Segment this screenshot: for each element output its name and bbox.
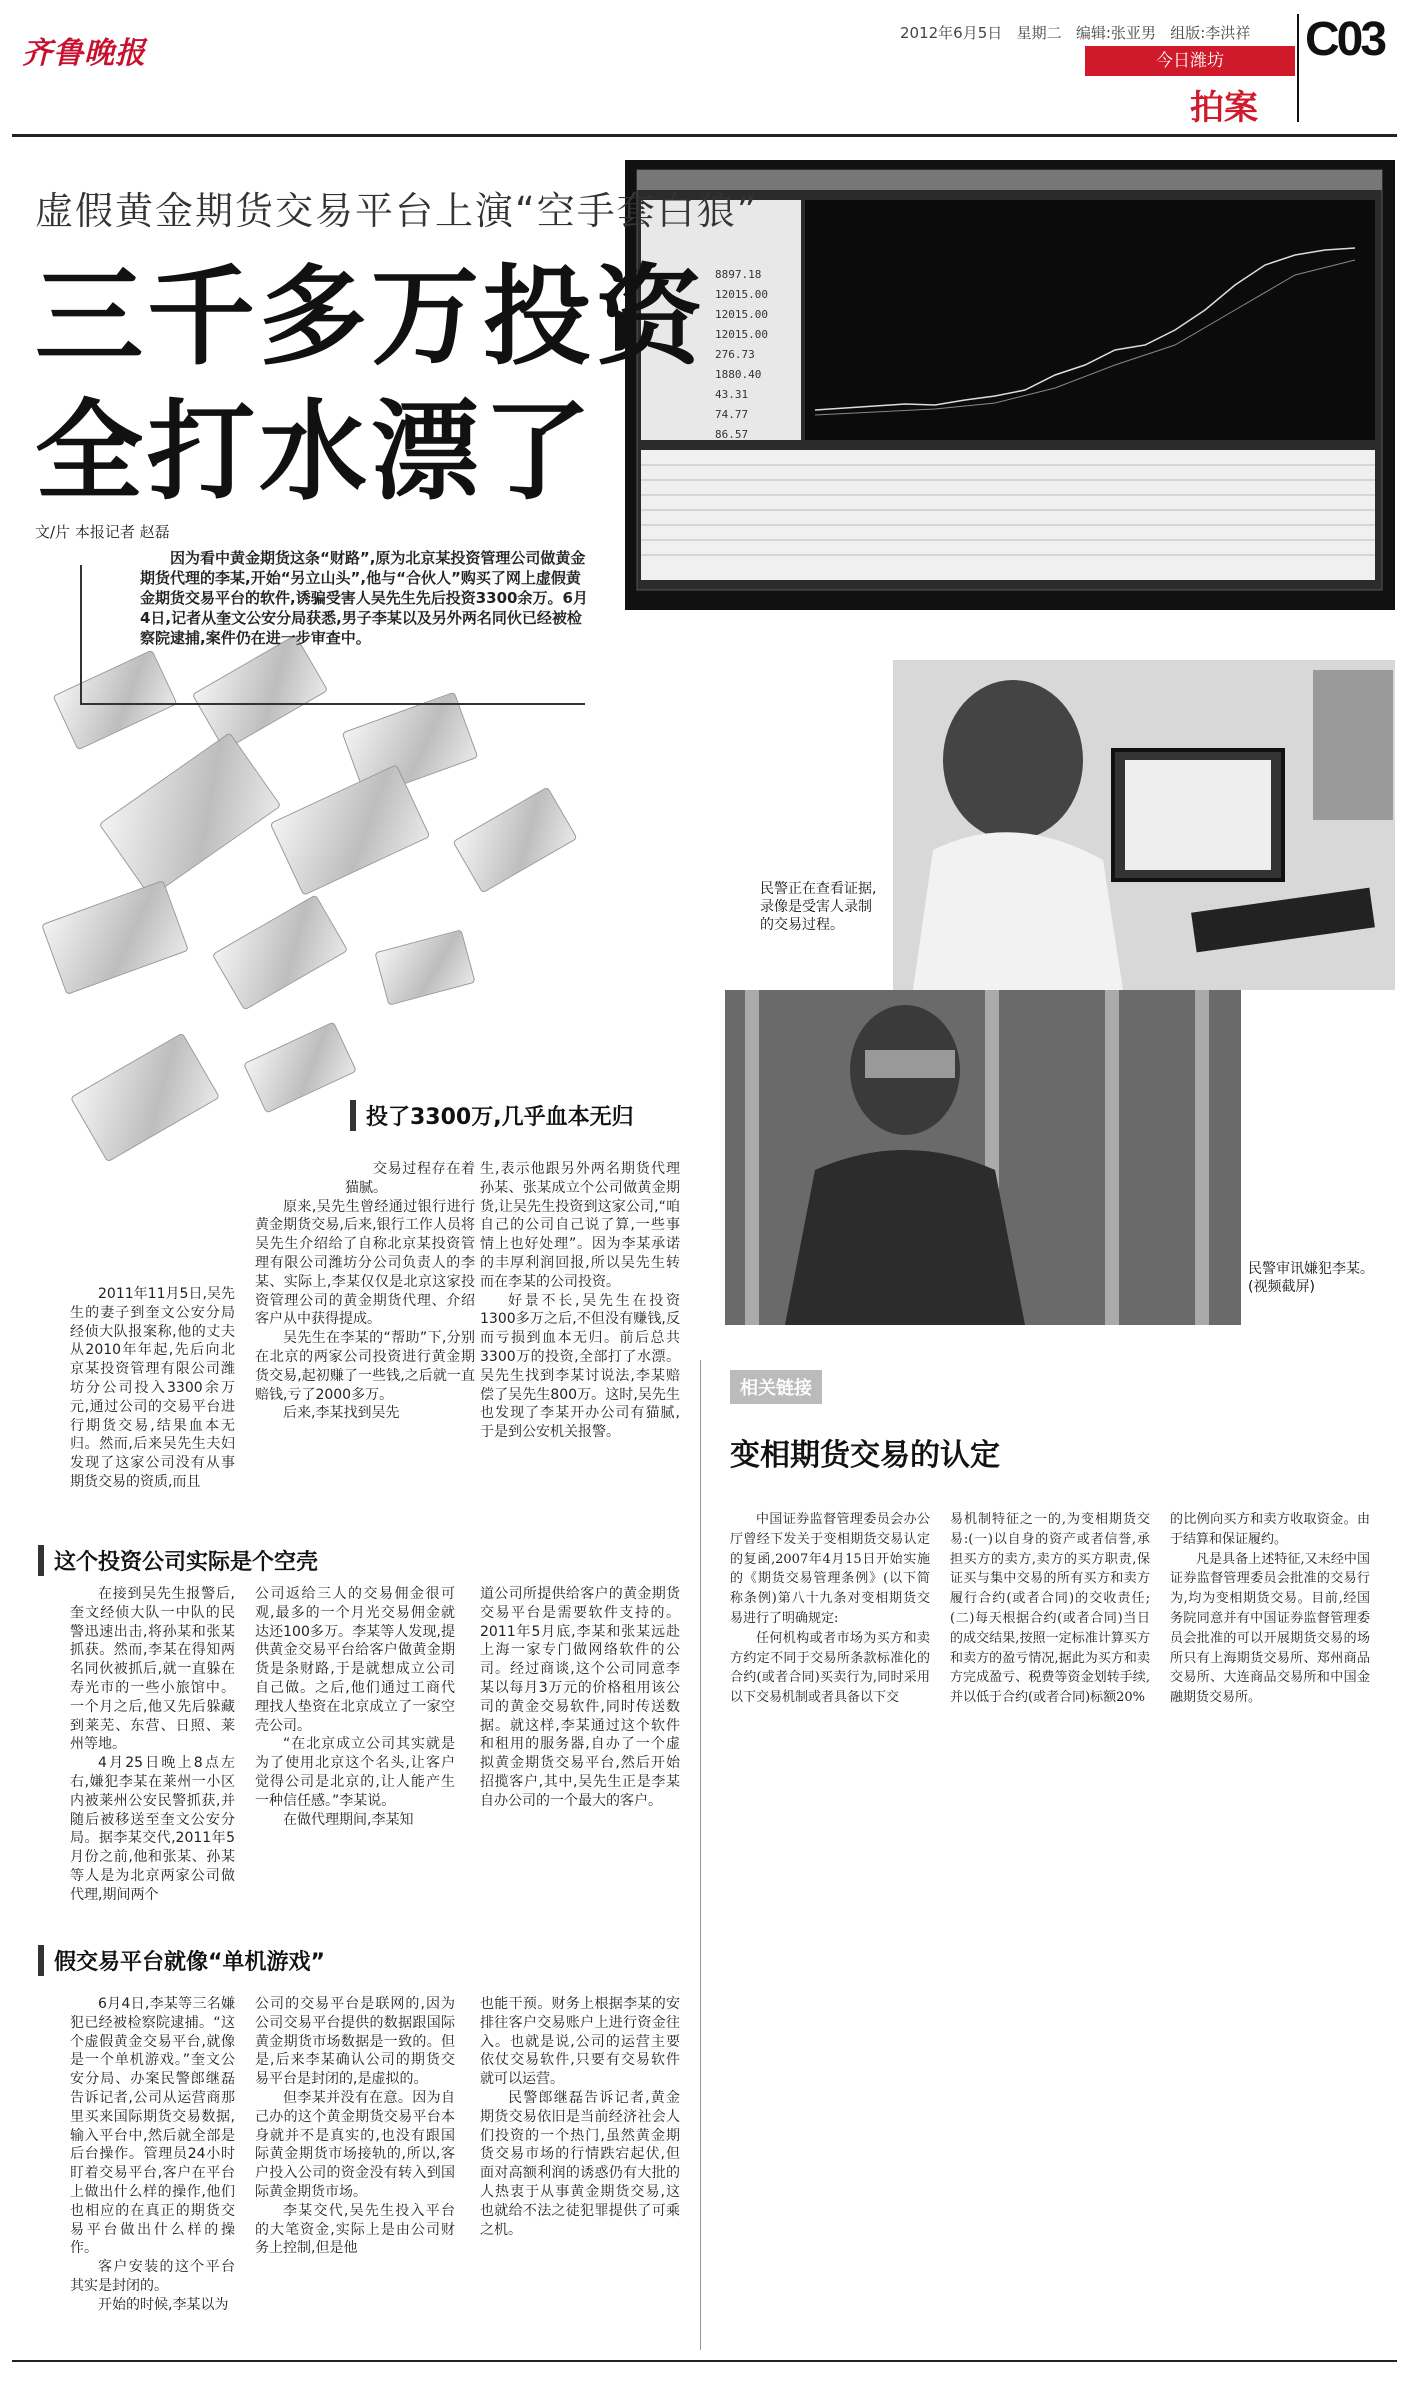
issue-info [900,22,1250,43]
paragraph: 客户安装的这个平台其实是封闭的。 [70,2259,235,2294]
article-kicker: 虚假黄金期货交易平台上演“空手套白狼” [35,189,759,233]
paragraph: “在北京成立公司其实就是为了使用北京这个名头,让客户觉得公司是北京的,让人能产生一种信任感。”李某说。 [255,1736,455,1809]
article-column [255,1995,455,2258]
paragraph: 中国证券监督管理委员会办公厅曾经下发关于变相期货交易认定的复函,2007年4月15日开始实施的《期货交易管理条例》(以下简称条例)第八十九条对变相期货交易进行了明确规定: [730,1512,930,1626]
article-lead: 因为看中黄金期货这条“财路”,原为北京某投资管理公司做黄金期货代理的李某,开始“另立山头”,他与“合伙人”购买了网上虚假黄金期货交易平台的软件,诱骗受害人吴先生先后投资3300余万。6月4日,记者从奎文公安分局获悉,男子李某以及另外两名同伙已经被检察院逮捕,案件仍在进一步审查中。 [140,549,588,647]
article-headline [35,250,707,520]
headline-line-1: 三千多万投资 [35,255,708,380]
silver-bar [270,764,431,896]
issue-weekday: 星期二 [1016,24,1062,42]
silver-bar [70,1033,220,1163]
article-column [70,1995,235,2315]
svg-text:12015.00: 12015.00 [715,288,768,301]
paragraph: 道公司所提供给客户的黄金期货交易平台是需要软件支持的。2011年5月底,李某和张某远赴上海一家专门做网络软件的公司。经过商谈,这个公司同意李某以每月3万元的价格租用该公司的黄金交易软件,同时传送数据。就这样,李某通过这个软件和租用的服务器,自办了一个虚拟黄金期货交易平台,然后开始招揽客户,其中,吴先生正是李某自办公司的一个最大的客户。 [480,1586,680,1809]
svg-text:74.77: 74.77 [715,408,749,421]
paragraph: 的比例向买方和卖方收取资金。由于结算和保证履约。 [1170,1512,1370,1547]
page-code: C03 [1305,13,1385,66]
paragraph: 在做代理期间,李某知 [283,1811,414,1828]
editor-credit: 编辑:张亚男 [1075,24,1156,42]
svg-text:276.73: 276.73 [715,348,755,361]
svg-text:12015.00: 12015.00 [715,328,768,341]
svg-text:43.31: 43.31 [715,388,749,401]
interrogation-photo-caption: 民警审讯嫌犯李某。(视频截屏) [1248,1261,1374,1295]
header-divider [1297,14,1299,122]
sidebar-tag: 相关链接 [730,1370,822,1404]
bottom-rule [12,2360,1397,2362]
paragraph: 在接到吴先生报警后,奎文经侦大队一中队的民警迅速出击,将孙某和张某抓获。然而,李某在得知两名同伙被抓后,就一直躲在寿光市的一些小旅馆中。一个月之后,他又先后躲藏到莱芜、东营、日照、莱州等地。 [70,1586,235,1753]
svg-text:86.57: 86.57 [715,428,749,441]
sidebar-title: 变相期货交易的认定 [730,1438,1000,1473]
interrogation-photo-graphic [725,990,1241,1325]
subhead-fake-platform: 假交易平台就像“单机游戏” [38,1945,325,1976]
layout-credit: 组版:李洪祥 [1170,24,1251,42]
paragraph: 任何机构或者市场为买方和卖方约定不同于交易所条款标准化的合约(或者合同)买卖行为,同时采用以下交易机制或者具备以下交 [730,1630,930,1706]
paragraph: 4月25日晚上8点左右,嫌犯李某在莱州一小区内被莱州公安民警抓获,并随后被移送至奎文公安分局。据李某交代,2011年5月份之前,他和张某、孙某等人是为北京两家公司做代理,期间两个 [70,1755,235,1903]
paragraph: 6月4日,李某等三名嫌犯已经被检察院逮捕。“这个虚假黄金交易平台,就像是一个单机游戏。”奎文公安分局、办案民警郎继磊告诉记者,公司从运营商那里买来国际期货交易数据,输入平台中,然后就全部是后台操作。管理员24小时盯着交易平台,客户在平台上做出什么样的操作,他们也相应的在真正的期货交易平台做出什么样的操作。 [70,1996,235,2257]
article-column [480,1995,680,2239]
paragraph: 凡是具备上述特征,又未经中国证券监督管理委员会批准的交易行为,均为变相期货交易。目前,经国务院同意并有中国证券监督管理委员会批准的可以开展期货交易的场所只有上海期货交易所、郑州商品交易所、大连商品交易所和中国金融期货交易所。 [1170,1551,1370,1706]
paragraph: 易机制特征之一的,为变相期货交易:(一)以自身的资产或者信誉,承担买方的卖方,卖方的买方职责,保证买与集中交易的所有买方和卖方履行合约(或者合同)的交收责任;(二)每天根据合约(或者合同)当日的成交结果,按照一定标准计算买方和卖方的盈亏情况,据此为买方和卖方完成盈亏、税费等资金划转手续,并以低于合约(或者合同)标额20% [950,1512,1150,1706]
paragraph: 也能干预。财务上根据李某的安排往客户交易账户上进行资金往入。也就是说,公司的运营主要依仗交易软件,只要有交易软件就可以运营。 [480,1996,680,2088]
paragraph: 公司的交易平台是联网的,因为公司交易平台提供的数据跟国际黄金期货市场数据是一致的。但是,后来李某确认公司的期货交易平台是封闭的,是虚拟的。 [255,1996,455,2088]
paragraph: 开始的时候,李某以为 [98,2296,229,2313]
issue-date: 2012年6月5日 [900,24,1003,42]
evidence-photo-graphic [893,660,1395,990]
suspect-interrogation-photo [725,990,1241,1325]
section-name: 拍案 [1190,88,1258,128]
paragraph: 原来,吴先生曾经通过银行进行黄金期货交易,后来,银行工作人员将吴先生介绍给了自称北京某投资管理有限公司潍坊分公司负责人的李某、实际上,李某仅仅是北京这家投资管理公司的黄金期货代理、介绍客户从中获得提成。 [255,1198,475,1328]
sidebar-column [950,1510,1150,1708]
paragraph: 交易过程存在着猫腻。 [345,1161,475,1196]
article-column [480,1160,680,1442]
sidebar-column [730,1510,930,1708]
paragraph: 生,表示他跟另外两名期货代理孙某、张某成立个公司做黄金期货,让吴先生投资到这家公司,“咱自己的公司自己说了算,一些事情上也好处理”。因为李某承诺的丰厚利润回报,所以吴先生转而在李某的公司投资。 [480,1161,680,1290]
top-rule [12,134,1397,137]
svg-text:12015.00: 12015.00 [715,308,768,321]
svg-text:1880.40: 1880.40 [715,368,762,381]
paragraph: 吴先生在李某的“帮助”下,分别在北京的两家公司投资进行黄金期货交易,起初赚了一些钱,之后就一直赔钱,亏了2000多万。 [255,1330,475,1403]
silver-bar [243,1021,357,1113]
subhead-shell-company: 这个投资公司实际是个空壳 [38,1545,318,1576]
paragraph: 2011年11月5日,吴先生的妻子到奎文公安分局经侦大队报案称,他的丈夫从2010年年起,先后向北京某投资管理有限公司潍坊分公司投入3300余万元,通过公司的交易平台进行期货交易,结果血本无归。然而,后来吴先生夫妇发现了这家公司没有从事期货交易的资质,而且 [70,1286,235,1490]
silver-bar [374,929,475,1005]
subhead-investment-loss: 投了3300万,几乎血本无归 [350,1100,634,1131]
article-column [480,1585,680,1811]
paragraph: 李某交代,吴先生投入平台的大笔资金,实际上是由公司财务上控制,但是他 [255,2202,455,2257]
silver-bar [41,880,189,995]
silver-bar [99,732,282,897]
svg-text:8897.18: 8897.18 [715,268,762,281]
paragraph: 好景不长,吴先生在投资1300多万之后,不但没有赚钱,反而亏损到血本无归。前后总共3300万的投资,全部打了水漂。吴先生找到李某讨说法,李某赔偿了吴先生800万。这时,吴先生也发现了李某开办公司有猫腻,于是到公安机关报警。 [480,1292,680,1441]
sidebar-column [1170,1510,1370,1708]
article-column [255,1585,455,1829]
police-evidence-photo [893,660,1395,990]
newspaper-logo: 齐鲁晚报 [22,36,146,71]
silver-bar [212,894,348,1010]
paragraph: 但李某并没有在意。因为自己办的这个黄金期货交易平台本身就并不是真实的,也没有跟国际黄金期货市场接轨的,所以,客户投入公司的资金没有转入到国际黄金期货市场。 [255,2089,455,2200]
paragraph: 后来,李某找到吴先 [283,1405,400,1422]
article-byline: 文/片 本报记者 赵磊 [35,523,170,541]
headline-line-2: 全打水漂了 [35,390,596,515]
silver-bar [452,787,577,894]
evidence-photo-caption: 民警正在查看证据,录像是受害人录制的交易过程。 [760,881,877,933]
sidebar-divider [700,1360,701,2350]
article-column [255,1160,475,1423]
paragraph: 公司返给三人的交易佣金很可观,最多的一个月光交易佣金就达还100多万。李某等人发现,提供黄金交易平台给客户做黄金期货是条财路,于是就想成立公司自己做。之后,他们通过工商代理找人垫资在北京成立了一家空壳公司。 [255,1586,455,1734]
paragraph: 民警郎继磊告诉记者,黄金期货交易依旧是当前经济社会人们投资的一个热门,虽然黄金期货交易市场的行情跌宕起伏,但面对高额利润的诱惑仍有大批的人热衷于从事黄金期货交易,这也就给不法之徒犯罪提供了可乘之机。 [480,2089,680,2238]
article-column [70,1585,235,1905]
section-label: 今日潍坊 [1085,46,1295,76]
article-column [70,1285,235,1492]
